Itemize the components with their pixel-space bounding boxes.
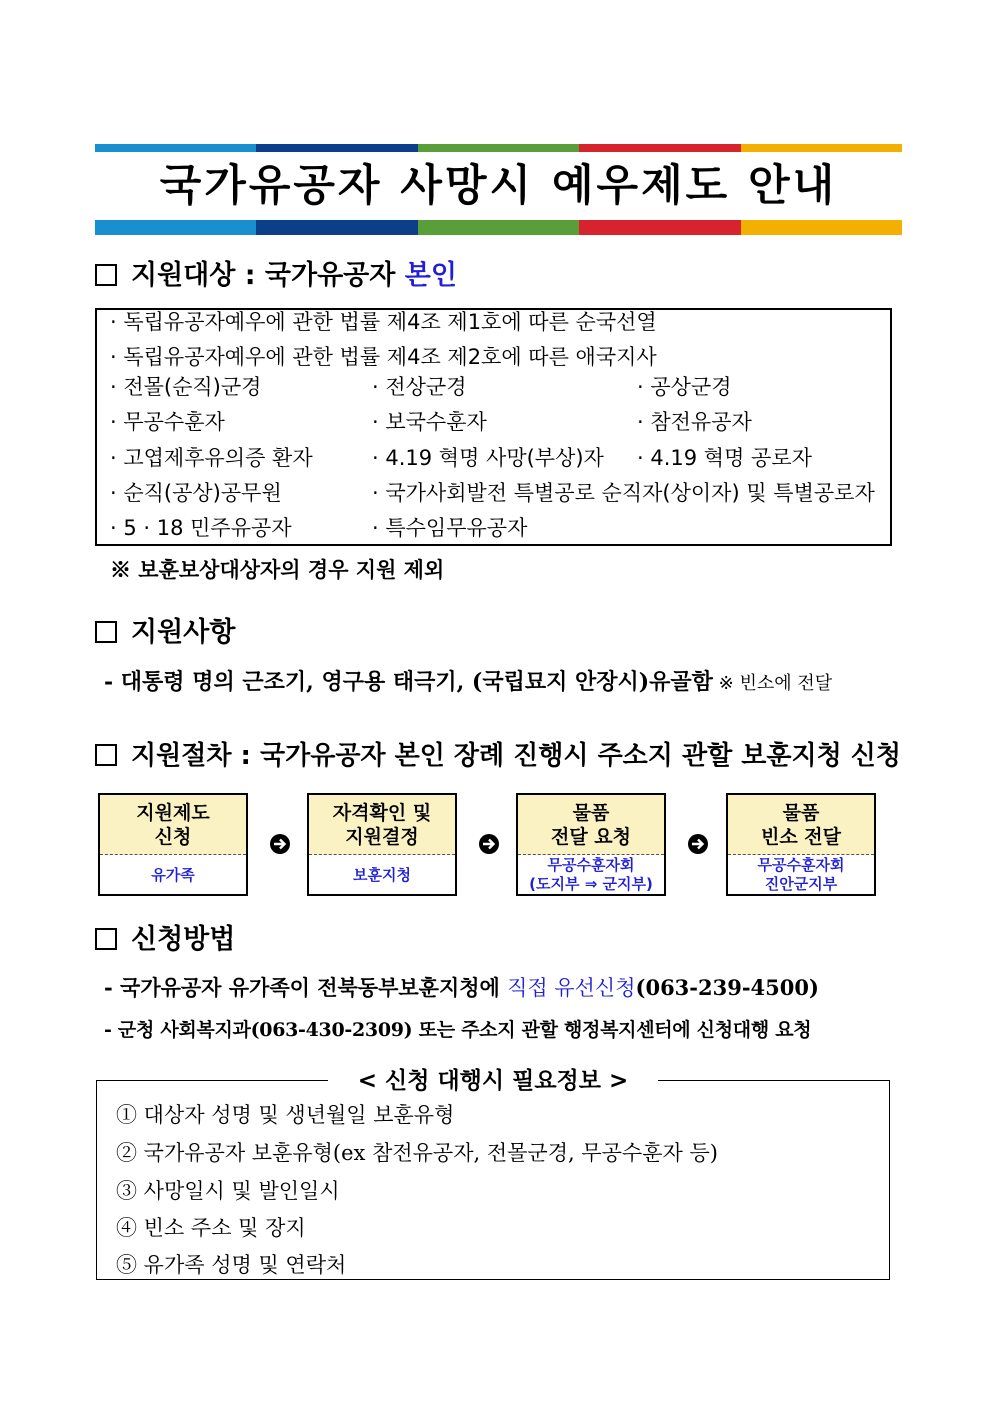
target-item: · 4.19 혁명 공로자 (637, 446, 812, 470)
step-title-line: 지원제도 (136, 801, 210, 824)
arrow-right-icon (268, 832, 292, 856)
step-title-line: 전달 요청 (550, 825, 632, 848)
target-item: · 고엽제후유의증 환자 (110, 446, 313, 470)
section-heading-target (95, 258, 457, 294)
target-item: · 참전유공자 (637, 410, 752, 434)
method-highlight: 직접 유선신청 (507, 976, 636, 1000)
section-label: 지원사항 (131, 617, 236, 648)
step-title-line: 물품 (572, 801, 610, 824)
header-color-bar-top (95, 144, 902, 152)
step-title-line: 물품 (782, 801, 820, 824)
required-info-item: ② 국가유공자 보훈유형(ex 참전유공자, 전몰군경, 무공수훈자 등) (116, 1141, 718, 1165)
exclusion-note: ※ 보훈보상대상자의 경우 지원 제외 (110, 557, 445, 582)
arrow-right-icon (477, 832, 501, 856)
step-actor (309, 855, 455, 895)
checkbox-square-icon (95, 928, 117, 950)
target-item: · 보국수훈자 (372, 410, 487, 434)
step-title (309, 795, 455, 855)
step-title (100, 795, 246, 855)
header-color-bar-bottom (95, 220, 902, 235)
support-item-note: ※ 빈소에 전달 (712, 673, 833, 694)
support-item-text: - 대통령 명의 근조기, 영구용 태극기, (국립묘지 안장시)유골함 (104, 669, 713, 695)
step-title (728, 795, 874, 855)
method-line-2: - 군청 사회복지과(063-430-2309) 또는 주소지 관할 행정복지센터에 신청대행 요청 (104, 1019, 812, 1041)
step-actor (518, 855, 664, 895)
target-item: · 무공수훈자 (110, 410, 225, 434)
required-info-item: ③ 사망일시 및 발인일시 (116, 1179, 340, 1203)
target-item: · 4.19 혁명 사망(부상)자 (372, 446, 604, 470)
step-actor-line: 진안군지부 (764, 875, 838, 893)
step-actor (100, 855, 246, 895)
step-actor (728, 855, 874, 895)
target-item: · 공상군경 (637, 375, 732, 399)
section-heading-support (95, 615, 235, 651)
target-item: · 특수임무유공자 (372, 516, 528, 540)
step-actor-line: 무공수훈자회 (547, 856, 635, 874)
step-title (518, 795, 664, 855)
step-title-line: 빈소 전달 (760, 825, 842, 848)
section-label: 지원절차 : 국가유공자 본인 장례 진행시 주소지 관할 보훈지청 신청 (131, 741, 901, 771)
section-heading-method (95, 922, 235, 958)
target-item: · 전몰(순직)군경 (110, 375, 262, 399)
required-info-title: < 신청 대행시 필요정보 > (328, 1066, 658, 1096)
section-heading-procedure (95, 738, 901, 774)
method-text: - 국가유공자 유가족이 전북동부보훈지청에 (104, 975, 508, 1000)
target-item: · 독립유공자예우에 관한 법률 제4조 제1호에 따른 순국선열 (110, 310, 657, 334)
section-label: 지원대상 : 국가유공자 (131, 260, 405, 291)
procedure-step-3 (516, 793, 666, 896)
target-item: · 독립유공자예우에 관한 법률 제4조 제2호에 따른 애국지사 (110, 345, 657, 369)
method-line-1 (104, 972, 819, 1004)
required-info-item: ④ 빈소 주소 및 장지 (116, 1216, 306, 1240)
procedure-step-1 (98, 793, 248, 896)
step-actor-line: 유가족 (151, 865, 195, 884)
target-item: · 순직(공상)공무원 (110, 481, 282, 505)
method-phone: (063-239-4500) (635, 975, 819, 1000)
checkbox-square-icon (95, 264, 117, 286)
target-item: · 5 · 18 민주유공자 (110, 516, 292, 540)
step-actor-line: 무공수훈자회 (757, 856, 845, 874)
support-item (104, 666, 832, 700)
target-item: · 국가사회발전 특별공로 순직자(상이자) 및 특별공로자 (372, 481, 875, 505)
checkbox-square-icon (95, 621, 117, 643)
procedure-step-4 (726, 793, 876, 896)
section-highlight: 본인 (404, 260, 457, 291)
required-info-item: ① 대상자 성명 및 생년월일 보훈유형 (116, 1103, 455, 1127)
procedure-step-2 (307, 793, 457, 896)
step-actor-line: (도지부 ⇒ 군지부) (529, 875, 653, 893)
step-title-line: 신청 (154, 825, 192, 848)
target-item: · 전상군경 (372, 375, 467, 399)
step-title-line: 자격확인 및 (332, 801, 432, 824)
arrow-right-icon (686, 832, 710, 856)
step-actor-line: 보훈지청 (353, 865, 411, 884)
checkbox-square-icon (95, 744, 117, 766)
page-title: 국가유공자 사망시 예우제도 안내 (159, 161, 838, 211)
required-info-item: ⑤ 유가족 성명 및 연락처 (116, 1253, 347, 1277)
section-label: 신청방법 (131, 924, 236, 955)
step-title-line: 지원결정 (345, 825, 419, 848)
